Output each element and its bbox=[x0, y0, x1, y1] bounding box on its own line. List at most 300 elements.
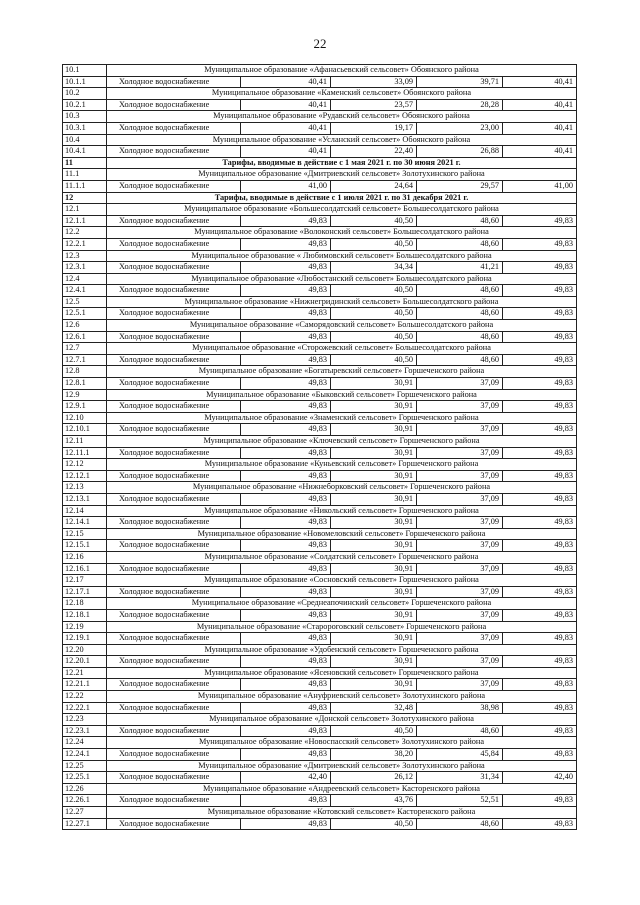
row-number: 12.11.1 bbox=[63, 447, 107, 459]
tariff-row bbox=[63, 725, 577, 737]
period-heading-row bbox=[63, 192, 577, 204]
tariff-value: 37,09 bbox=[417, 378, 503, 390]
tariff-value: 40,50 bbox=[331, 354, 417, 366]
municipality-name: Муниципальное образование «Старороговский сельсовет» Горшеченского района bbox=[107, 621, 577, 633]
row-number: 12.13 bbox=[63, 482, 107, 494]
tariff-value: 49,83 bbox=[241, 633, 331, 645]
tariff-value: 49,83 bbox=[503, 656, 577, 668]
service-name: Холодное водоснабжение bbox=[107, 424, 241, 436]
municipality-row bbox=[63, 65, 577, 77]
tariff-row bbox=[63, 354, 577, 366]
tariff-row bbox=[63, 180, 577, 192]
tariff-value: 41,00 bbox=[241, 180, 331, 192]
municipality-name: Муниципальное образование «Ануфриевский сельсовет» Золотухинского района bbox=[107, 691, 577, 703]
tariff-value: 34,34 bbox=[331, 262, 417, 274]
service-name: Холодное водоснабжение bbox=[107, 238, 241, 250]
row-number: 10.4 bbox=[63, 134, 107, 146]
service-name: Холодное водоснабжение bbox=[107, 818, 241, 830]
tariff-value: 49,83 bbox=[241, 447, 331, 459]
municipality-name: Муниципальное образование «Сосновский сельсовет» Горшеченского района bbox=[107, 575, 577, 587]
tariff-value: 49,83 bbox=[241, 563, 331, 575]
tariff-row bbox=[63, 493, 577, 505]
tariff-value: 49,83 bbox=[241, 331, 331, 343]
row-number: 12.24 bbox=[63, 737, 107, 749]
tariff-value: 49,83 bbox=[503, 609, 577, 621]
tariff-value: 49,83 bbox=[503, 795, 577, 807]
row-number: 12.5 bbox=[63, 296, 107, 308]
tariff-value: 49,83 bbox=[503, 749, 577, 761]
row-number: 12 bbox=[63, 192, 107, 204]
row-number: 12.5.1 bbox=[63, 308, 107, 320]
tariff-row bbox=[63, 378, 577, 390]
municipality-name: Муниципальное образование «Нижнеборковский сельсовет» Горшеченского района bbox=[107, 482, 577, 494]
tariff-row bbox=[63, 238, 577, 250]
row-number: 12.26.1 bbox=[63, 795, 107, 807]
tariff-row bbox=[63, 146, 577, 158]
row-number: 12.24.1 bbox=[63, 749, 107, 761]
tariff-value: 30,91 bbox=[331, 609, 417, 621]
service-name: Холодное водоснабжение bbox=[107, 563, 241, 575]
tariff-row bbox=[63, 679, 577, 691]
row-number: 12.16.1 bbox=[63, 563, 107, 575]
row-number: 12.3.1 bbox=[63, 262, 107, 274]
tariff-value: 49,83 bbox=[503, 818, 577, 830]
tariff-value: 49,83 bbox=[503, 215, 577, 227]
tariff-value: 30,91 bbox=[331, 633, 417, 645]
municipality-name: Муниципальное образование «Среднеапочинский сельсовет» Горшеченского района bbox=[107, 598, 577, 610]
row-number: 12.14 bbox=[63, 505, 107, 517]
row-number: 12.14.1 bbox=[63, 517, 107, 529]
service-name: Холодное водоснабжение bbox=[107, 702, 241, 714]
row-number: 12.3 bbox=[63, 250, 107, 262]
tariff-value: 49,83 bbox=[503, 493, 577, 505]
row-number: 12.2 bbox=[63, 227, 107, 239]
municipality-row bbox=[63, 111, 577, 123]
tariff-value: 39,71 bbox=[417, 76, 503, 88]
tariff-table bbox=[62, 64, 577, 830]
municipality-row bbox=[63, 807, 577, 819]
tariff-value: 48,60 bbox=[417, 354, 503, 366]
municipality-name: Муниципальное образование «Саморядовский сельсовет» Большесолдатского района bbox=[107, 320, 577, 332]
tariff-value: 49,83 bbox=[503, 702, 577, 714]
row-number: 10.2.1 bbox=[63, 99, 107, 111]
tariff-value: 49,83 bbox=[503, 401, 577, 413]
tariff-value: 40,41 bbox=[241, 146, 331, 158]
tariff-value: 45,84 bbox=[417, 749, 503, 761]
municipality-name: Муниципальное образование «Большесолдатский сельсовет» Большесолдатского района bbox=[107, 204, 577, 216]
tariff-value: 48,60 bbox=[417, 215, 503, 227]
tariff-value: 30,91 bbox=[331, 517, 417, 529]
municipality-row bbox=[63, 505, 577, 517]
tariff-value: 49,83 bbox=[503, 725, 577, 737]
tariff-value: 49,83 bbox=[241, 493, 331, 505]
tariff-value: 30,91 bbox=[331, 424, 417, 436]
service-name: Холодное водоснабжение bbox=[107, 470, 241, 482]
row-number: 12.19.1 bbox=[63, 633, 107, 645]
tariff-value: 37,09 bbox=[417, 401, 503, 413]
row-number: 12.21 bbox=[63, 667, 107, 679]
tariff-value: 30,91 bbox=[331, 378, 417, 390]
row-number: 12.8 bbox=[63, 366, 107, 378]
tariff-row bbox=[63, 563, 577, 575]
row-number: 12.23.1 bbox=[63, 725, 107, 737]
municipality-name: Муниципальное образование «Быковский сельсовет» Горшеченского района bbox=[107, 389, 577, 401]
row-number: 12.25 bbox=[63, 760, 107, 772]
tariff-value: 49,83 bbox=[503, 331, 577, 343]
municipality-name: Муниципальное образование «Афанасьевский сельсовет» Обоянского района bbox=[107, 65, 577, 77]
tariff-value: 49,83 bbox=[503, 354, 577, 366]
row-number: 12.15.1 bbox=[63, 540, 107, 552]
tariff-value: 28,28 bbox=[417, 99, 503, 111]
tariff-value: 23,57 bbox=[331, 99, 417, 111]
row-number: 12.19 bbox=[63, 621, 107, 633]
service-name: Холодное водоснабжение bbox=[107, 586, 241, 598]
municipality-row bbox=[63, 389, 577, 401]
row-number: 12.4 bbox=[63, 273, 107, 285]
row-number: 12.6.1 bbox=[63, 331, 107, 343]
row-number: 12.9 bbox=[63, 389, 107, 401]
municipality-row bbox=[63, 714, 577, 726]
row-number: 12.25.1 bbox=[63, 772, 107, 784]
tariff-value: 49,83 bbox=[241, 378, 331, 390]
service-name: Холодное водоснабжение bbox=[107, 633, 241, 645]
tariff-row bbox=[63, 772, 577, 784]
tariff-value: 49,83 bbox=[241, 540, 331, 552]
municipality-name: Муниципальное образование «Рудавский сельсовет» Обоянского района bbox=[107, 111, 577, 123]
tariff-value: 38,20 bbox=[331, 749, 417, 761]
row-number: 11.1 bbox=[63, 169, 107, 181]
municipality-row bbox=[63, 737, 577, 749]
municipality-name: Муниципальное образование «Никольский сельсовет» Горшеченского района bbox=[107, 505, 577, 517]
municipality-row bbox=[63, 366, 577, 378]
tariff-value: 43,76 bbox=[331, 795, 417, 807]
row-number: 12.7 bbox=[63, 343, 107, 355]
tariff-row bbox=[63, 76, 577, 88]
tariff-value: 52,51 bbox=[417, 795, 503, 807]
municipality-row bbox=[63, 134, 577, 146]
tariff-row bbox=[63, 818, 577, 830]
municipality-row bbox=[63, 691, 577, 703]
municipality-name: Муниципальное образование «Новомеловский сельсовет» Горшеченского района bbox=[107, 528, 577, 540]
tariff-row bbox=[63, 308, 577, 320]
municipality-name: Муниципальное образование «Ясеновский сельсовет» Горшеченского района bbox=[107, 667, 577, 679]
row-number: 12.12 bbox=[63, 459, 107, 471]
service-name: Холодное водоснабжение bbox=[107, 378, 241, 390]
tariff-value: 41,00 bbox=[503, 180, 577, 192]
tariff-value: 31,34 bbox=[417, 772, 503, 784]
service-name: Холодное водоснабжение bbox=[107, 795, 241, 807]
tariff-value: 30,91 bbox=[331, 470, 417, 482]
row-number: 12.4.1 bbox=[63, 285, 107, 297]
tariff-value: 49,83 bbox=[241, 725, 331, 737]
tariff-value: 41,21 bbox=[417, 262, 503, 274]
row-number: 10.3.1 bbox=[63, 122, 107, 134]
tariff-value: 40,50 bbox=[331, 215, 417, 227]
tariff-value: 49,83 bbox=[503, 586, 577, 598]
service-name: Холодное водоснабжение bbox=[107, 76, 241, 88]
service-name: Холодное водоснабжение bbox=[107, 679, 241, 691]
tariff-value: 23,00 bbox=[417, 122, 503, 134]
row-number: 12.20.1 bbox=[63, 656, 107, 668]
tariff-value: 48,60 bbox=[417, 725, 503, 737]
municipality-name: Муниципальное образование «Дмитриевский сельсовет» Золотухинского района bbox=[107, 169, 577, 181]
period-heading: Тарифы, вводимые в действие с 1 мая 2021 г. по 30 июня 2021 г. bbox=[107, 157, 577, 169]
tariff-row bbox=[63, 540, 577, 552]
tariff-value: 49,83 bbox=[503, 285, 577, 297]
tariff-row bbox=[63, 633, 577, 645]
row-number: 12.22.1 bbox=[63, 702, 107, 714]
service-name: Холодное водоснабжение bbox=[107, 99, 241, 111]
tariff-row bbox=[63, 447, 577, 459]
tariff-value: 48,60 bbox=[417, 285, 503, 297]
row-number: 12.10.1 bbox=[63, 424, 107, 436]
row-number: 12.8.1 bbox=[63, 378, 107, 390]
tariff-value: 40,41 bbox=[503, 146, 577, 158]
municipality-row bbox=[63, 644, 577, 656]
municipality-row bbox=[63, 169, 577, 181]
municipality-row bbox=[63, 667, 577, 679]
municipality-row bbox=[63, 575, 577, 587]
tariff-value: 30,91 bbox=[331, 656, 417, 668]
tariff-value: 30,91 bbox=[331, 493, 417, 505]
tariff-value: 37,09 bbox=[417, 540, 503, 552]
municipality-row bbox=[63, 412, 577, 424]
tariff-value: 49,83 bbox=[241, 679, 331, 691]
tariff-row bbox=[63, 609, 577, 621]
service-name: Холодное водоснабжение bbox=[107, 401, 241, 413]
tariff-value: 29,57 bbox=[417, 180, 503, 192]
service-name: Холодное водоснабжение bbox=[107, 493, 241, 505]
tariff-value: 48,60 bbox=[417, 331, 503, 343]
municipality-row bbox=[63, 204, 577, 216]
service-name: Холодное водоснабжение bbox=[107, 749, 241, 761]
municipality-name: Муниципальное образование «Сторожевский сельсовет» Большесолдатского района bbox=[107, 343, 577, 355]
tariff-row bbox=[63, 702, 577, 714]
municipality-name: Муниципальное образование «Знаменский сельсовет» Горшеченского района bbox=[107, 412, 577, 424]
municipality-row bbox=[63, 482, 577, 494]
municipality-row bbox=[63, 320, 577, 332]
municipality-row bbox=[63, 273, 577, 285]
tariff-value: 49,83 bbox=[241, 238, 331, 250]
tariff-value: 22,40 bbox=[331, 146, 417, 158]
service-name: Холодное водоснабжение bbox=[107, 656, 241, 668]
service-name: Холодное водоснабжение bbox=[107, 540, 241, 552]
tariff-value: 49,83 bbox=[241, 609, 331, 621]
service-name: Холодное водоснабжение bbox=[107, 772, 241, 784]
row-number: 12.17.1 bbox=[63, 586, 107, 598]
row-number: 12.27 bbox=[63, 807, 107, 819]
row-number: 12.7.1 bbox=[63, 354, 107, 366]
service-name: Холодное водоснабжение bbox=[107, 354, 241, 366]
tariff-value: 49,83 bbox=[241, 517, 331, 529]
tariff-value: 49,83 bbox=[503, 517, 577, 529]
tariff-value: 49,83 bbox=[241, 285, 331, 297]
tariff-value: 19,17 bbox=[331, 122, 417, 134]
row-number: 12.9.1 bbox=[63, 401, 107, 413]
service-name: Холодное водоснабжение bbox=[107, 285, 241, 297]
tariff-value: 49,83 bbox=[503, 563, 577, 575]
tariff-row bbox=[63, 401, 577, 413]
tariff-value: 40,41 bbox=[503, 76, 577, 88]
row-number: 12.22 bbox=[63, 691, 107, 703]
tariff-value: 37,09 bbox=[417, 447, 503, 459]
row-number: 11.1.1 bbox=[63, 180, 107, 192]
tariff-value: 32,48 bbox=[331, 702, 417, 714]
tariff-row bbox=[63, 99, 577, 111]
municipality-name: Муниципальное образование «Куньевский сельсовет» Горшеченского района bbox=[107, 459, 577, 471]
tariff-value: 40,41 bbox=[503, 122, 577, 134]
tariff-value: 37,09 bbox=[417, 656, 503, 668]
row-number: 12.27.1 bbox=[63, 818, 107, 830]
tariff-value: 37,09 bbox=[417, 563, 503, 575]
row-number: 12.2.1 bbox=[63, 238, 107, 250]
period-heading: Тарифы, вводимые в действие с 1 июля 2021 г. по 31 декабря 2021 г. bbox=[107, 192, 577, 204]
municipality-name: Муниципальное образование «Каменский сельсовет» Обоянского района bbox=[107, 88, 577, 100]
row-number: 10.1 bbox=[63, 65, 107, 77]
municipality-row bbox=[63, 783, 577, 795]
tariff-value: 49,83 bbox=[503, 470, 577, 482]
tariff-value: 49,83 bbox=[241, 470, 331, 482]
tariff-value: 40,50 bbox=[331, 818, 417, 830]
service-name: Холодное водоснабжение bbox=[107, 447, 241, 459]
municipality-row bbox=[63, 88, 577, 100]
tariff-table-body bbox=[63, 65, 577, 830]
row-number: 12.23 bbox=[63, 714, 107, 726]
tariff-row bbox=[63, 285, 577, 297]
tariff-value: 42,40 bbox=[503, 772, 577, 784]
tariff-value: 40,41 bbox=[503, 99, 577, 111]
tariff-row bbox=[63, 424, 577, 436]
tariff-value: 40,50 bbox=[331, 331, 417, 343]
tariff-value: 49,83 bbox=[503, 378, 577, 390]
row-number: 12.6 bbox=[63, 320, 107, 332]
tariff-value: 49,83 bbox=[503, 633, 577, 645]
tariff-value: 30,91 bbox=[331, 447, 417, 459]
service-name: Холодное водоснабжение bbox=[107, 517, 241, 529]
municipality-name: Муниципальное образование «Волоконский сельсовет» Большесолдатского района bbox=[107, 227, 577, 239]
tariff-value: 49,83 bbox=[503, 308, 577, 320]
municipality-name: Муниципальное образование «Андреевский сельсовет» Касторенского района bbox=[107, 783, 577, 795]
tariff-row bbox=[63, 215, 577, 227]
tariff-value: 42,40 bbox=[241, 772, 331, 784]
service-name: Холодное водоснабжение bbox=[107, 180, 241, 192]
municipality-name: Муниципальное образование «Новоспасский сельсовет» Золотухинского района bbox=[107, 737, 577, 749]
municipality-row bbox=[63, 343, 577, 355]
tariff-value: 40,50 bbox=[331, 725, 417, 737]
tariff-value: 49,83 bbox=[241, 424, 331, 436]
tariff-value: 49,83 bbox=[503, 679, 577, 691]
tariff-value: 49,83 bbox=[241, 401, 331, 413]
tariff-value: 40,50 bbox=[331, 308, 417, 320]
tariff-value: 30,91 bbox=[331, 586, 417, 598]
row-number: 10.1.1 bbox=[63, 76, 107, 88]
tariff-row bbox=[63, 656, 577, 668]
tariff-value: 37,09 bbox=[417, 679, 503, 691]
tariff-value: 37,09 bbox=[417, 424, 503, 436]
service-name: Холодное водоснабжение bbox=[107, 609, 241, 621]
municipality-name: Муниципальное образование «Усланский сельсовет» Обоянского района bbox=[107, 134, 577, 146]
tariff-value: 40,50 bbox=[331, 285, 417, 297]
municipality-name: Муниципальное образование «Удобенский сельсовет» Горшеченского района bbox=[107, 644, 577, 656]
tariff-value: 49,83 bbox=[503, 262, 577, 274]
tariff-value: 37,09 bbox=[417, 470, 503, 482]
row-number: 11 bbox=[63, 157, 107, 169]
row-number: 12.11 bbox=[63, 436, 107, 448]
period-heading-row bbox=[63, 157, 577, 169]
municipality-row bbox=[63, 459, 577, 471]
municipality-name: Муниципальное образование «Ключевский сельсовет» Горшеченского района bbox=[107, 436, 577, 448]
row-number: 12.26 bbox=[63, 783, 107, 795]
tariff-value: 37,09 bbox=[417, 493, 503, 505]
row-number: 12.17 bbox=[63, 575, 107, 587]
tariff-value: 40,41 bbox=[241, 122, 331, 134]
municipality-row bbox=[63, 528, 577, 540]
tariff-value: 48,60 bbox=[417, 308, 503, 320]
row-number: 10.3 bbox=[63, 111, 107, 123]
tariff-value: 30,91 bbox=[331, 679, 417, 691]
tariff-row bbox=[63, 262, 577, 274]
municipality-row bbox=[63, 760, 577, 772]
row-number: 10.2 bbox=[63, 88, 107, 100]
row-number: 12.20 bbox=[63, 644, 107, 656]
tariff-value: 49,83 bbox=[241, 702, 331, 714]
tariff-value: 40,41 bbox=[241, 99, 331, 111]
municipality-row bbox=[63, 227, 577, 239]
tariff-value: 30,91 bbox=[331, 401, 417, 413]
row-number: 12.1 bbox=[63, 204, 107, 216]
service-name: Холодное водоснабжение bbox=[107, 725, 241, 737]
municipality-row bbox=[63, 598, 577, 610]
tariff-value: 49,83 bbox=[241, 308, 331, 320]
tariff-value: 26,88 bbox=[417, 146, 503, 158]
row-number: 12.13.1 bbox=[63, 493, 107, 505]
tariff-value: 49,83 bbox=[241, 818, 331, 830]
tariff-row bbox=[63, 331, 577, 343]
tariff-value: 26,12 bbox=[331, 772, 417, 784]
tariff-value: 49,83 bbox=[241, 215, 331, 227]
tariff-value: 37,09 bbox=[417, 517, 503, 529]
tariff-value: 49,83 bbox=[503, 238, 577, 250]
row-number: 12.16 bbox=[63, 551, 107, 563]
tariff-value: 49,83 bbox=[241, 656, 331, 668]
tariff-row bbox=[63, 586, 577, 598]
row-number: 12.1.1 bbox=[63, 215, 107, 227]
row-number: 12.21.1 bbox=[63, 679, 107, 691]
tariff-row bbox=[63, 749, 577, 761]
tariff-value: 49,83 bbox=[241, 262, 331, 274]
tariff-value: 49,83 bbox=[241, 586, 331, 598]
tariff-value: 37,09 bbox=[417, 586, 503, 598]
municipality-row bbox=[63, 551, 577, 563]
municipality-name: Муниципальное образование «Дмитриевский сельсовет» Золотухинского района bbox=[107, 760, 577, 772]
municipality-name: Муниципальное образование «Нижнегридинский сельсовет» Большесолдатского района bbox=[107, 296, 577, 308]
page-number: 22 bbox=[313, 36, 327, 51]
municipality-name: Муниципальное образование «Солдатский сельсовет» Горшеченского района bbox=[107, 551, 577, 563]
municipality-name: Муниципальное образование «Богатыревский сельсовет» Горшеченского района bbox=[107, 366, 577, 378]
municipality-row bbox=[63, 250, 577, 262]
tariff-value: 48,60 bbox=[417, 238, 503, 250]
row-number: 12.18.1 bbox=[63, 609, 107, 621]
tariff-value: 24,64 bbox=[331, 180, 417, 192]
municipality-name: Муниципальное образование «Любостанский сельсовет» Большесолдатского района bbox=[107, 273, 577, 285]
tariff-row bbox=[63, 795, 577, 807]
tariff-value: 49,83 bbox=[503, 424, 577, 436]
row-number: 12.18 bbox=[63, 598, 107, 610]
row-number: 10.4.1 bbox=[63, 146, 107, 158]
tariff-value: 30,91 bbox=[331, 540, 417, 552]
tariff-value: 48,60 bbox=[417, 818, 503, 830]
service-name: Холодное водоснабжение bbox=[107, 146, 241, 158]
